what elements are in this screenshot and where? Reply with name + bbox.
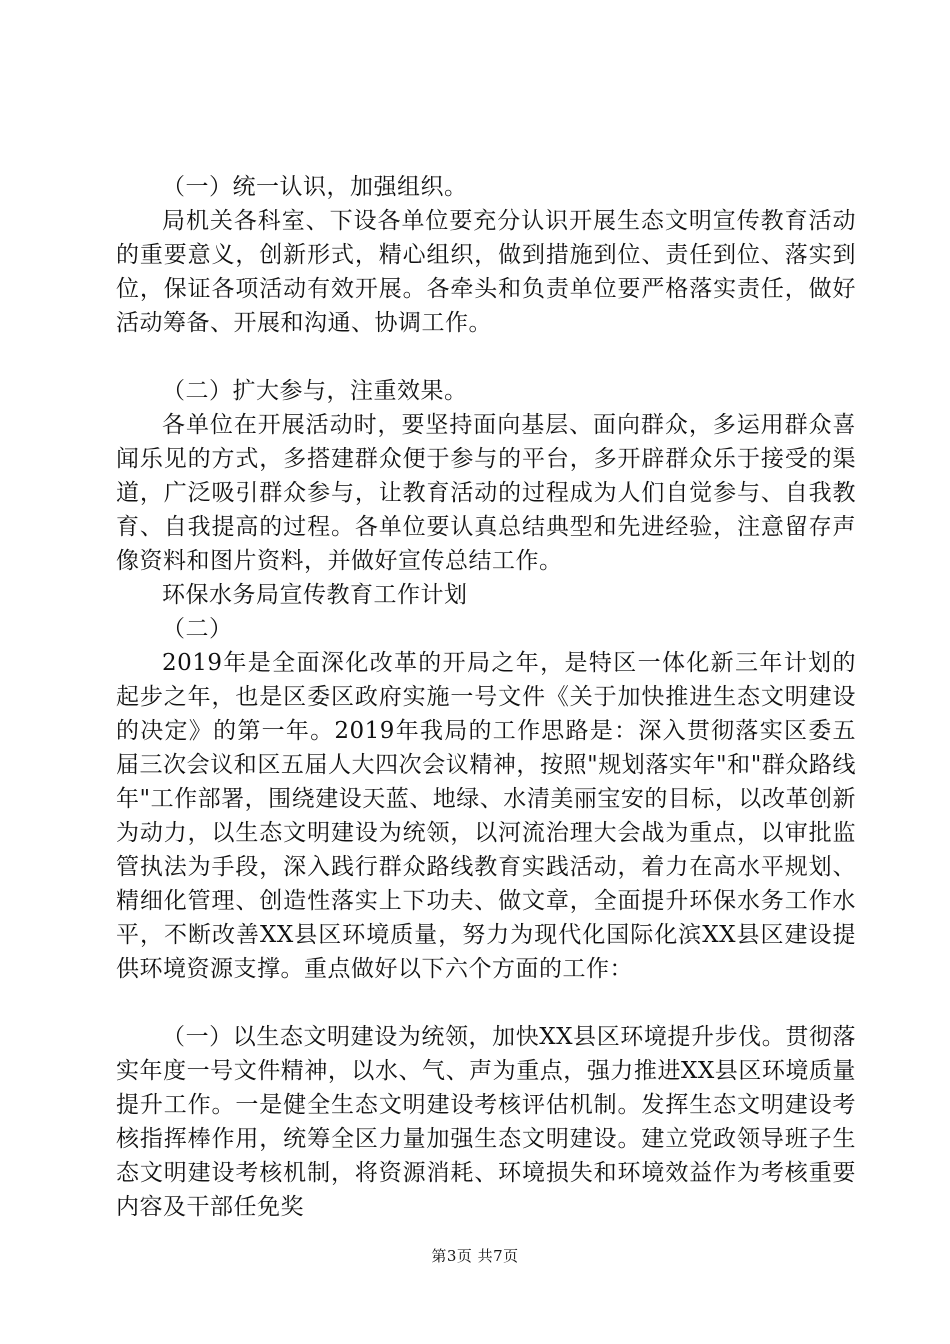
paragraph-gap [116,986,856,1020]
section-2-paragraph: 各单位在开展活动时，要坚持面向基层、面向群众，多运用群众喜闻乐见的方式，多搭建群众便于参与的平台，多开辟群众乐于接受的渠道，广泛吸引群众参与，让教育活动的过程成为人们自觉参与、自我教育、自我提高的过程。各单位要认真总结典型和先进经验，注意留存声像资料和图片资料，并做好宣传总结工作。 [116,412,856,574]
page-number-footer: 第3页 共7页 [431,1247,519,1265]
plan-item-1-paragraph: （一）以生态文明建设为统领，加快XX县区环境提升步伐。贯彻落实年度一号文件精神，以水、气、声为重点，强力推进XX县区环境质量提升工作。一是健全生态文明建设考核评估机制。发挥生态文明建设考核指挥棒作用，统筹全区力量加强生态文明建设。建立党政领导班子生态文明建设考核机制，将资源消耗、环境损失和环境效益作为考核重要内容及干部任免奖 [116,1024,856,1220]
section-1-heading: （一）统一认识，加强组织。 [162,174,468,200]
plan-title: 环保水务局宣传教育工作计划 [162,582,468,608]
section-2-heading: （二）扩大参与，注重效果。 [162,378,468,404]
paragraph-gap [116,340,856,374]
section-1-paragraph: 局机关各科室、下设各单位要充分认识开展生态文明宣传教育活动的重要意义，创新形式，精心组织，做到措施到位、责任到位、落实到位，保证各项活动有效开展。各牵头和负责单位要严格落实责任，做好活动筹备、开展和沟通、协调工作。 [116,208,856,336]
document-body [116,170,856,1224]
plan-number: （二） [162,616,233,642]
plan-intro-paragraph: 2019年是全面深化改革的开局之年，是特区一体化新三年计划的起步之年，也是区委区政府实施一号文件《关于加快推进生态文明建设的决定》的第一年。2019年我局的工作思路是：深入贯彻落实区委五届三次会议和区五届人大四次会议精神，按照"规划落实年"和"群众路线年"工作部署，围绕建设天蓝、地绿、水清美丽宝安的目标，以改革创新为动力，以生态文明建设为统领，以河流治理大会战为重点，以审批监管执法为手段，深入践行群众路线教育实践活动，着力在高水平规划、精细化管理、创造性落实上下功夫、做文章，全面提升环保水务工作水平，不断改善XX县区环境质量，努力为现代化国际化滨XX县区建设提供环境资源支撑。重点做好以下六个方面的工作： [116,650,856,982]
